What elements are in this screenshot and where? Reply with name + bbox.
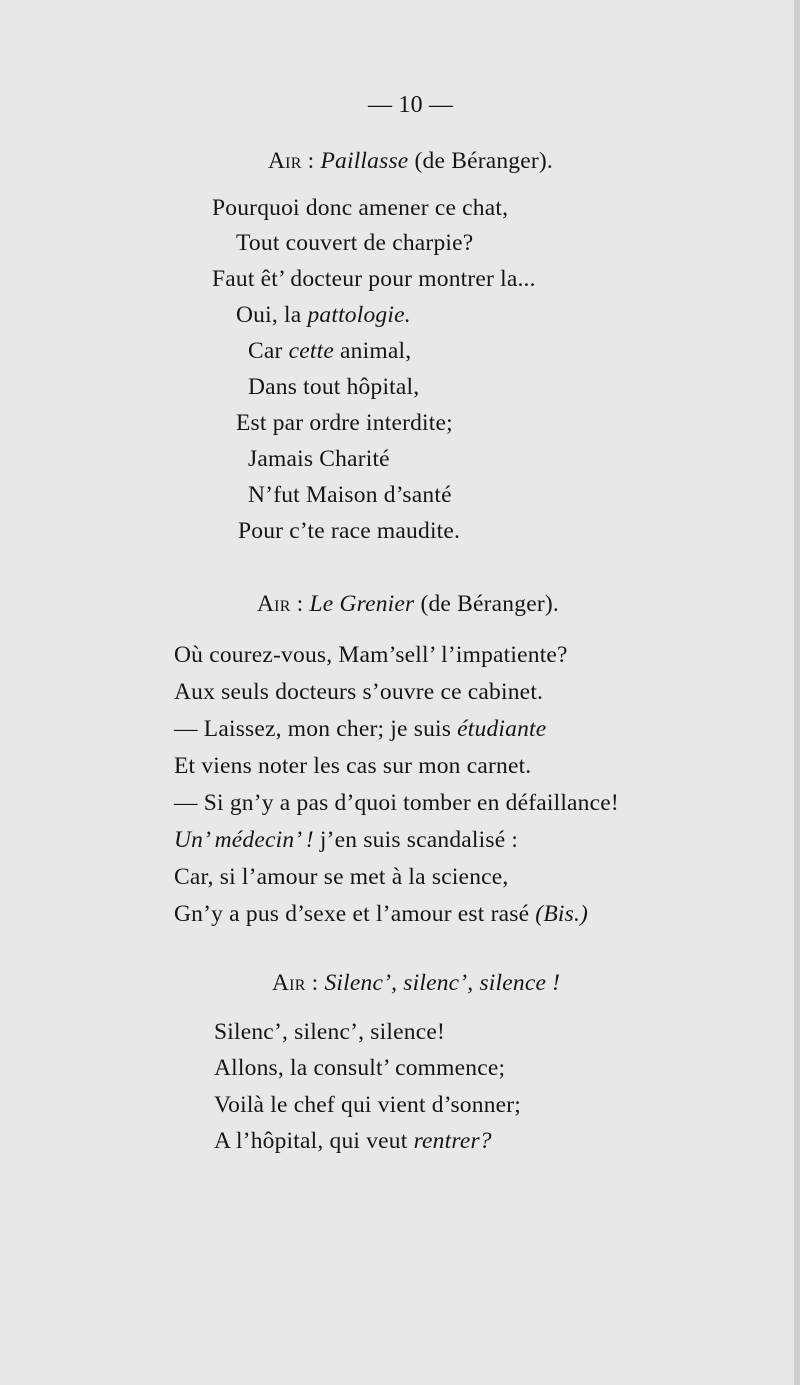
verse-line: Tout couvert de charpie? — [236, 230, 474, 256]
verse-line — [236, 300, 411, 330]
air-separator: : — [305, 970, 325, 996]
verse-line: Faut êt’ docteur pour montrer la... — [212, 266, 536, 292]
air-label: Air — [272, 970, 306, 996]
verse-italic: (Bis.) — [535, 901, 589, 927]
verse-line — [248, 336, 411, 366]
verse-text: A l’hôpital, qui veut — [214, 1128, 414, 1154]
verse-line — [174, 825, 518, 855]
air-heading-1 — [268, 146, 553, 176]
verse-italic: Un’ médecin’ ! — [174, 827, 314, 853]
verse-line: Dans tout hôpital, — [248, 374, 420, 400]
verse-line: Car, si l’amour se met à la science, — [174, 864, 509, 890]
verse-line: Où courez-vous, Mam’sell’ l’impatiente? — [174, 642, 568, 668]
verse-text: Gn’y a pus d’sexe et l’amour est rasé — [174, 901, 536, 927]
verse-italic: étudiante — [457, 716, 547, 742]
verse-line: Voilà le chef qui vient d’sonner; — [214, 1092, 522, 1118]
air-title: Silenc’, silenc’, silence ! — [324, 970, 561, 996]
verse-italic: rentrer? — [413, 1128, 492, 1154]
verse-line — [214, 1126, 492, 1156]
air-heading-2 — [257, 589, 559, 619]
verse-line: Jamais Charité — [248, 446, 390, 472]
air-separator: : — [301, 148, 321, 174]
air-label: Air — [257, 591, 291, 617]
verse-line — [174, 899, 588, 929]
verse-line: Aux seuls docteurs s’ouvre ce cabinet. — [174, 679, 544, 705]
verse-text: j’en suis scandalisé : — [313, 827, 519, 853]
air-heading-3 — [272, 968, 560, 998]
verse-line — [174, 714, 546, 744]
verse-line: N’fut Maison d’santé — [248, 482, 452, 508]
air-author: (de Béranger). — [408, 148, 554, 174]
verse-text: Oui, la — [236, 302, 308, 328]
verse-line: Pourquoi donc amener ce chat, — [212, 195, 509, 221]
air-separator: : — [290, 591, 310, 617]
verse-italic: cette — [288, 338, 334, 364]
verse-line: — Si gn’y a pas d’quoi tomber en défaillance! — [174, 790, 619, 816]
verse-text: Car — [248, 338, 289, 364]
air-title: Le Grenier — [309, 591, 415, 617]
verse-italic: pattologie. — [307, 302, 411, 328]
air-label: Air — [268, 148, 302, 174]
verse-line: Silenc’, silenc’, silence! — [214, 1019, 445, 1045]
verse-line: Est par ordre interdite; — [236, 410, 453, 436]
air-title: Paillasse — [320, 148, 409, 174]
verse-line: Pour c’te race maudite. — [238, 518, 461, 544]
verse-line: Et viens noter les cas sur mon carnet. — [174, 753, 532, 779]
page-edge — [794, 0, 800, 1385]
verse-line: Allons, la consult’ commence; — [214, 1055, 506, 1081]
verse-text: — Laissez, mon cher; je suis — [174, 716, 458, 742]
verse-text: animal, — [333, 338, 412, 364]
air-author: (de Béranger). — [414, 591, 559, 617]
page-number: — 10 — — [368, 92, 454, 118]
